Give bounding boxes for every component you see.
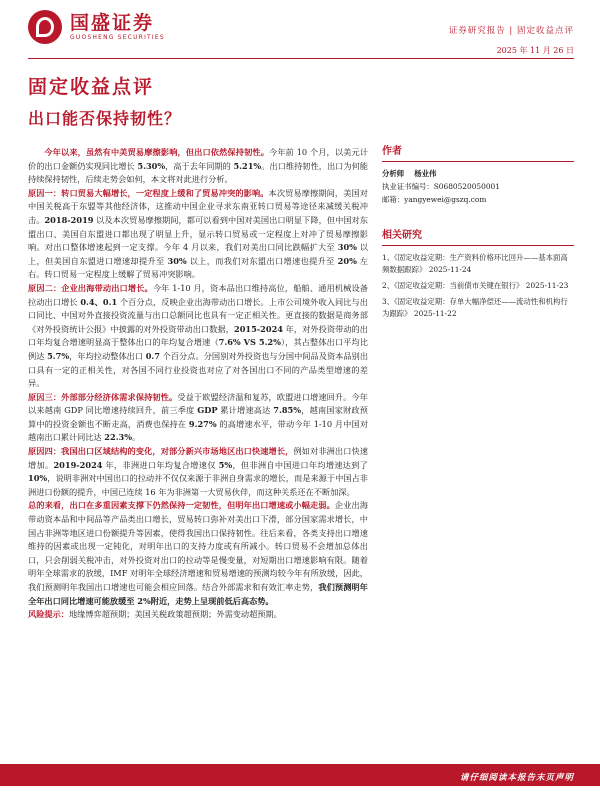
report-title: 出口能否保持韧性？ (28, 109, 182, 128)
certificate-number: 执业证书编号：S0680520050001 (382, 182, 500, 191)
intro-highlight: 今年以来，虽然有中美贸易摩擦影响，但出口依然保持韧性。 (44, 147, 270, 157)
reason-three-paragraph: 原因三：外部部分经济体需求保持韧性。受益于欧盟经济温和复苏，欧盟进口增速回升。今年以来越南 GDP 同比增速持续回升，前三季度 GDP 累计增速高达 7.85%，越南国家财政预算中的投资金额也不断走高，消费也保持在 9.27% 的高增速水平，带动今年 1-10 月中国对越南出口累计同比达 22.3%。 (28, 391, 369, 443)
reason-two-paragraph: 原因二：企业出海带动出口增长。今年 1-10 月，资本品出口维持高位，船舶、通用机械设备拉动出口增长 0.4、0.1 个百分点，反映企业出海带动出口增长。上市公司境外收入同比与出口同比、中国对外直接投资流量与出口总额同比也具有一定正相关性。更直接的数据是商务部《对外投资统计公报》中披露的对外投资带动出口数据，2015-2024 年，对外投资带动的出口年均复合增速明显高于整体出口的年均复合增速（7.6% VS 5.2%），其占整体出口平均比例达 5.7%，年均拉动整体出口 0.7 个百分点。分国别对外投资也与分国中间品及资本品别出口具有一定的正相关性，对各国不同行业投资也对应了对各国出口不同的产品类型增速的差异。 (28, 282, 369, 389)
author-heading: 作者 (382, 146, 574, 162)
reason-four-paragraph: 原因四：我国出口区域结构的变化，对部分新兴市场地区出口快速增长，例如对非洲出口快速增加。2019-2024 年，非洲进口年均复合增速仅 5%，但非洲自中国进口年均增速达到了 10%，说明非洲对中国出口的拉动并不仅仅来源于非洲自身需求的增长，而是来源于中国占非洲进口份额的提升，中国已连续 16 年为非洲第一大贸易伙伴，而这种关系还在不断加深。 (28, 446, 368, 497)
intro-paragraph: 今年以来，虽然有中美贸易摩擦影响，但出口依然保持韧性。今年前 10 个月，以美元计价的出口金额仍实现同比增长 5.30%，高于去年同期的 5.21%。出口维持韧性，出口为何能持续保持韧性，后续走势会如何，本文将对此进行分析。 (28, 147, 368, 185)
related-research-item[interactable]: 3、《固定收益定期：存单大幅净偿还——流动性和机构行为跟踪》 2025-11-22 (382, 297, 568, 318)
related-research-item[interactable]: 1、《固定收益定期：生产资料价格环比回升——基本面高频数据跟踪》 2025-11-24 (382, 253, 568, 274)
logo-emblem-icon (28, 10, 62, 44)
reason-one-highlight: 原因一：转口贸易大幅增长，一定程度上缓和了贸易冲突的影响。 (28, 187, 269, 198)
analyst-label: 分析师 (382, 169, 405, 178)
company-logo (28, 10, 165, 44)
conclusion-highlight: 总的来看，出口在多重因素支撑下仍然保持一定韧性，但明年出口增速或小幅走弱。 (28, 500, 335, 511)
main-text (28, 146, 368, 622)
reason-two-highlight: 原因二：企业出海带动出口增长。 (28, 282, 153, 293)
logo-english-name: GUOSHENG SECURITIES (70, 34, 165, 41)
report-type: 证券研究报告 | 固定收益点评 (448, 26, 574, 36)
analyst-line (382, 168, 574, 180)
footer-disclaimer: 请仔细阅读本报告末页声明 (459, 773, 574, 783)
sidebar (382, 146, 574, 324)
analyst-name: 杨业伟 (414, 169, 437, 178)
forecast-statement: 我们预测明年全年出口同比增速可能放缓至 2%附近，走势上呈现前低后高态势。 (28, 582, 368, 606)
risk-text: 地缘博弈超预期；美国关税政策超预期；外需变动超预期。 (68, 609, 282, 620)
logo-chinese-name: 国盛证券 (70, 12, 155, 34)
related-research-item[interactable]: 2、《固定收益定期：当前债市关键在银行》 2025-11-23 (382, 281, 569, 290)
conclusion-paragraph: 总的来看，出口在多重因素支撑下仍然保持一定韧性，但明年出口增速或小幅走弱。企业出海带动资本品和中间品等产品类出口增长，贸易转口弥补对美出口下滑，部分国家需求增长，中国占非洲等地区进口份额提升等因素，使得我国出口保持韧性。往后来看，各类支持出口增速维持的因素或出现一定钝化，对明年出口的支持力度或有所减小。转口贸易不会增加总体出口，只会削弱关税冲击，对外投资对出口的拉动等是慢变量，对短期出口增速影响有限。随着明年全球需求的放缓，IMF 对明年全球经济增速和贸易增速的预测均较今年有所放缓，因此，我们预测明年我国出口增速也可能会相应回落。结合外部需求和有效汇率走势，我们预测明年全年出口同比增速可能放缓至 2%附近，走势上呈现前低后高态势。 (28, 500, 368, 606)
report-category: 固定收益点评 (28, 76, 155, 98)
header-divider (28, 58, 574, 59)
risk-label: 风险提示： (28, 609, 69, 620)
reason-three-highlight: 原因三：外部部分经济体需求保持韧性。 (28, 391, 178, 402)
risk-paragraph (28, 608, 368, 622)
reason-one-paragraph: 原因一：转口贸易大幅增长，一定程度上缓和了贸易冲突的影响。本次贸易摩擦期间，美国对中国关税高于东盟等其他经济体，这推动中国企业寻求东南亚转口贸易等途径来减缓关税冲击。2018-2019 以及本次贸易摩擦期间，都可以看到中国对美国出口明显下降，但中国对东盟出口、美国自东盟进口都出现了明显上升，显示转口贸易或一定程度上对冲了贸易摩擦影响。对出口整体增速起到一定支撑。今年 4 月以来，我们对美出口同比跌幅扩大至 30% 以上，但美国自东盟进口增速却提升至 30% 以上，而我们对东盟出口增速也提升至 20% 左右。转口贸易一定程度上缓解了贸易冲突影响。 (28, 187, 368, 280)
report-date: 2025 年 11 月 26 日 (496, 46, 574, 55)
related-research-heading: 相关研究 (382, 230, 574, 246)
reason-four-highlight: 原因四：我国出口区域结构的变化，对部分新兴市场地区出口快速增长， (28, 446, 294, 457)
analyst-email[interactable]: 邮箱：yangyewei@gszq.com (382, 195, 487, 204)
